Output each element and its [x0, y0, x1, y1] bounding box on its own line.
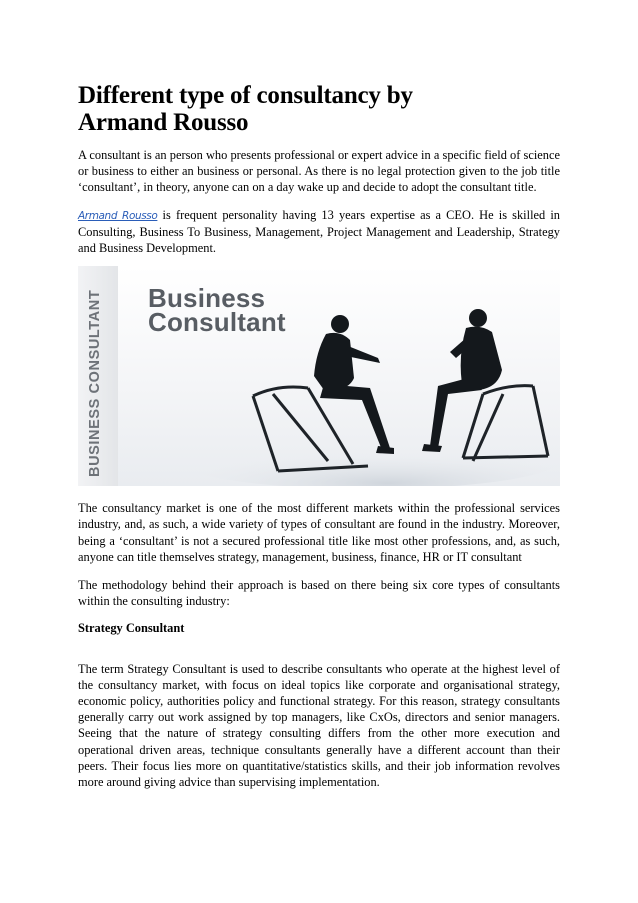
document-page	[78, 82, 560, 790]
strategy-consultant-paragraph: The term Strategy Consultant is used to describe consultants who operate at the highest level of the consultancy market, with focus on ideal topics like corporate and organisational strategy, economic policy, authorities policy and functional strategy. For this reason, strategy consultants generally carry out work assigned by top managers, like CxOs, directors and senior managers. Seeing that the nature of strategy consulting differs from the other more execution and operational driven areas, technique consultants generally have a different account than their peers. Their focus lies more on quantitative/statistics skills, and their job information revolves more around giving advice than supervising implementation.	[78, 661, 560, 790]
author-description: is frequent personality having 13 years expertise as a CEO. He is skilled in Consulting, Business To Business, Management, Project Management and Leadership, Strategy and Business Development.	[78, 207, 560, 256]
author-link[interactable]: Armand Rousso	[78, 209, 158, 222]
intro-paragraph: A consultant is an person who presents professional or expert advice in a specific field of science or business to either an business or personal. As there is no legal protection given to the job title ‘consultant’, in theory, anyone can on a day wake up and decide to adopt the consultant title.	[78, 148, 560, 195]
consultants-illustration	[78, 266, 560, 486]
right-person	[422, 309, 502, 452]
methodology-paragraph: The methodology behind their approach is based on there being six core types of consultants within the consulting industry:	[78, 578, 560, 609]
image-title-line-2: Consultant	[148, 307, 286, 338]
floor-shadow	[178, 433, 558, 486]
title-line-1: Different type of consultancy by	[78, 82, 413, 109]
author-paragraph	[78, 207, 560, 257]
image-vertical-label: BUSINESS CONSULTANT	[87, 289, 103, 478]
business-consultant-image	[78, 266, 560, 486]
title-line-2: Armand Rousso	[78, 109, 249, 136]
market-paragraph: The consultancy market is one of the most different markets within the professional services industry, and, as such, a wide variety of types of consultant are found in the industry. Moreover, being a ‘consultant’ is not a secured professional title like most other professions, and, as such, anyone can title themselves strategy, management, business, finance, HR or IT consultant	[78, 501, 560, 564]
image-title-line-1: Business	[148, 283, 266, 314]
document-title	[78, 82, 560, 136]
strategy-consultant-heading: Strategy Consultant	[78, 621, 185, 636]
